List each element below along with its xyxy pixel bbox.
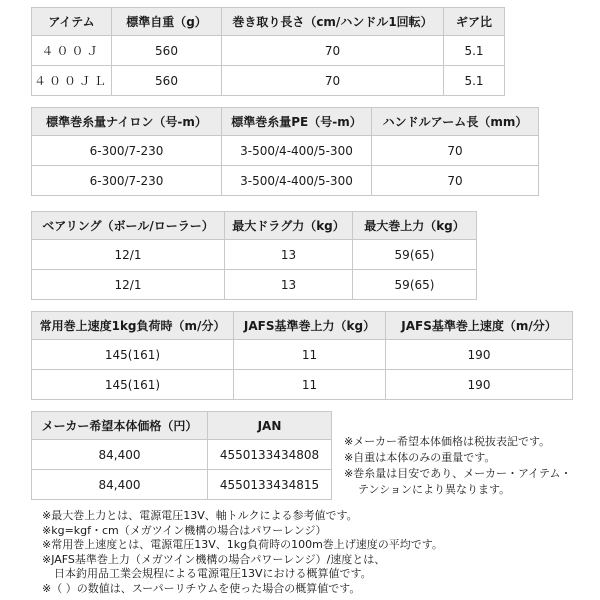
table-cell: 190	[386, 340, 573, 370]
note-line: ※メーカー希望本体価格は税抜表記です。	[344, 435, 551, 448]
note-line: ※（ ）の数値は、スーパーリチウムを使った場合の概算値です。	[42, 581, 361, 595]
spec-table-winding-speed	[31, 311, 573, 400]
spec-table-bearing-drag	[31, 211, 477, 300]
column-header: JAN	[208, 412, 332, 440]
table-cell: 6-300/7-230	[32, 136, 222, 166]
table-cell: 84,400	[32, 470, 208, 500]
column-header: 常用巻上速度1kg負荷時（m/分）	[32, 312, 234, 340]
table-cell: 59(65)	[353, 270, 477, 300]
spec-table-item	[31, 7, 505, 96]
table-row	[32, 270, 477, 300]
table-header-row	[32, 412, 332, 440]
table-row	[32, 340, 573, 370]
column-header: 最大ドラグ力（kg）	[225, 212, 353, 240]
column-header: ギア比	[444, 8, 505, 36]
table-cell: 12/1	[32, 240, 225, 270]
column-header: 標準自重（g）	[112, 8, 222, 36]
note-line: ※kg=kgf・cm（メガツイン機構の場合はパワーレンジ）	[42, 523, 327, 537]
note-line: テンションにより異なります。	[358, 483, 511, 496]
spec-table-price-jan	[31, 411, 332, 500]
table-row	[32, 370, 573, 400]
column-header: ベアリング（ボール/ローラー）	[32, 212, 225, 240]
column-header: ハンドルアーム長（mm）	[372, 108, 539, 136]
column-header: メーカー希望本体価格（円）	[32, 412, 208, 440]
table-row	[32, 440, 332, 470]
column-header: 標準巻糸量PE（号-m）	[222, 108, 372, 136]
note-line: ※JAFS基準巻上力（メガツイン機構の場合パワーレンジ）/速度とは、	[42, 552, 386, 566]
table-row	[32, 240, 477, 270]
table-cell: 145(161)	[32, 370, 234, 400]
table-cell: 5.1	[444, 66, 505, 96]
table-row	[32, 66, 505, 96]
table-header-row	[32, 8, 505, 36]
table-cell: 70	[372, 136, 539, 166]
column-header: JAFS基準巻上速度（m/分）	[386, 312, 573, 340]
note-line: ※最大巻上力とは、電源電圧13V、軸トルクによる参考値です。	[42, 509, 358, 522]
table-cell: 560	[112, 66, 222, 96]
table-cell: 145(161)	[32, 340, 234, 370]
table-cell: 70	[222, 36, 444, 66]
note-line: ※自重は本体のみの重量です。	[344, 451, 496, 464]
side-notes	[344, 434, 600, 498]
column-header: 巻き取り長さ（cm/ハンドル1回転）	[222, 8, 444, 36]
table-cell: 70	[222, 66, 444, 96]
note-line: ※常用巻上速度とは、電源電圧13V、1kg負荷時の100m巻上げ速度の平均です。	[42, 538, 443, 551]
table-cell: 190	[386, 370, 573, 400]
table-header-row	[32, 212, 477, 240]
table-cell: 4550133434808	[208, 440, 332, 470]
spec-table-line-capacity	[31, 107, 539, 196]
table-cell: 84,400	[32, 440, 208, 470]
table-cell: ４００ＪＬ	[32, 66, 112, 96]
column-header: JAFS基準巻上力（kg）	[234, 312, 386, 340]
table-cell: 13	[225, 270, 353, 300]
table-row	[32, 470, 332, 500]
table-cell: 70	[372, 166, 539, 196]
table-row	[32, 166, 539, 196]
table-cell: 6-300/7-230	[32, 166, 222, 196]
table-row	[32, 36, 505, 66]
note-line: ※巻糸量は目安であり、メーカー・アイテム・	[344, 467, 572, 480]
table-cell: 3-500/4-400/5-300	[222, 166, 372, 196]
table-cell: 12/1	[32, 270, 225, 300]
bottom-notes	[42, 509, 598, 596]
table-cell: 13	[225, 240, 353, 270]
column-header: 標準巻糸量ナイロン（号-m）	[32, 108, 222, 136]
column-header: 最大巻上力（kg）	[353, 212, 477, 240]
table-cell: 4550133434815	[208, 470, 332, 500]
note-line: 日本釣用品工業会規程による電源電圧13Vにおける概算値です。	[54, 567, 372, 580]
table-cell: 560	[112, 36, 222, 66]
table-cell: 5.1	[444, 36, 505, 66]
table-cell: 11	[234, 340, 386, 370]
table-row	[32, 136, 539, 166]
table-header-row	[32, 312, 573, 340]
table-cell: ４００Ｊ	[32, 36, 112, 66]
table-header-row	[32, 108, 539, 136]
table-cell: 11	[234, 370, 386, 400]
table-cell: 59(65)	[353, 240, 477, 270]
column-header: アイテム	[32, 8, 112, 36]
table-cell: 3-500/4-400/5-300	[222, 136, 372, 166]
